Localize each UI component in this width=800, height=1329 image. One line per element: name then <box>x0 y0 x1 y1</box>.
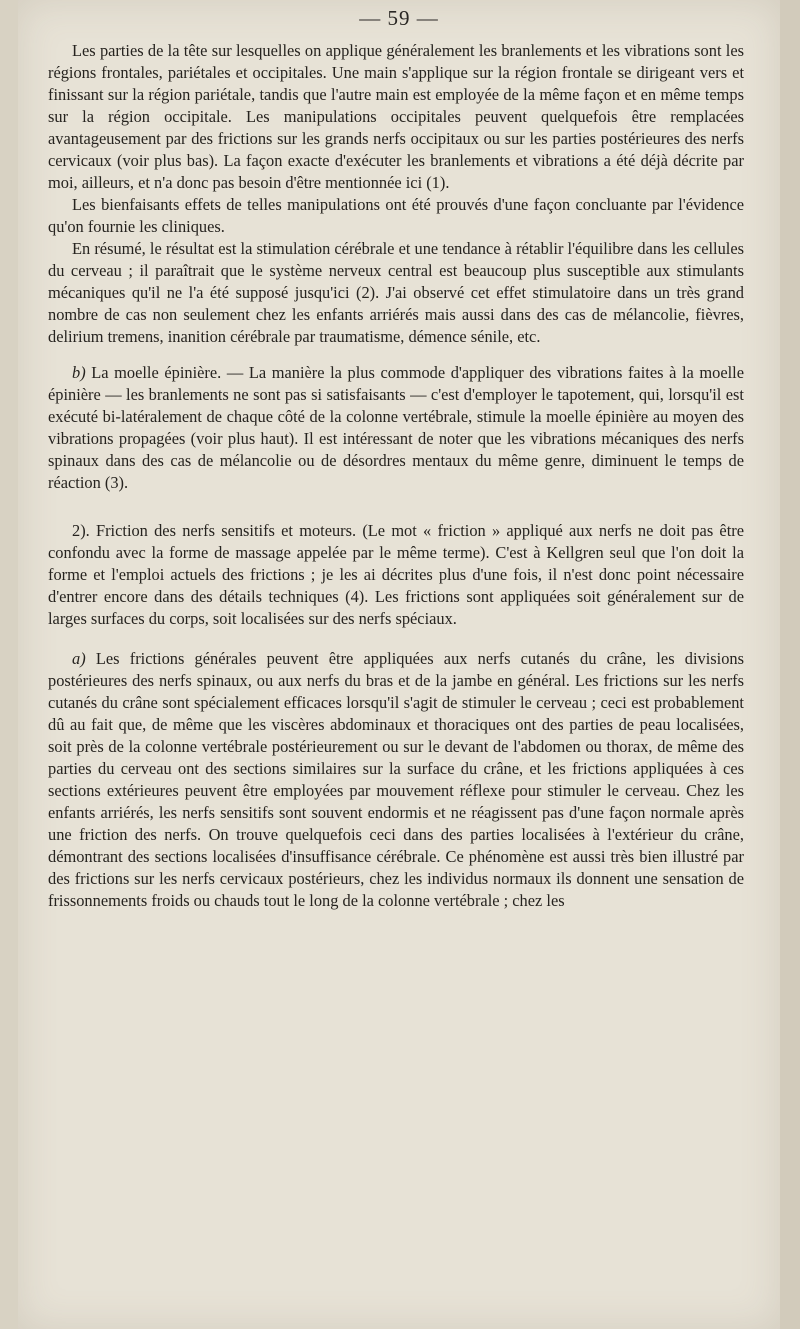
paragraph-general-frictions <box>48 648 744 912</box>
paragraph-friction-nerves: 2). Friction des nerfs sensitifs et moteurs. (Le mot « friction » appliqué aux nerfs ne doit pas être confondu avec la forme de massage appelée par le même terme). C'est à Kellgren seul que l'on doit la forme et l'emploi actuels des frictions ; je les ai décrites plus d'une fois, il n'est donc point nécessaire d'entrer encore dans des détails techniques (4). Les frictions sont appliquées soit généralement sur de larges surfaces du corps, soit localisées sur des nerfs spéciaux. <box>48 521 744 628</box>
page-number: — 59 — <box>359 6 439 30</box>
page-sheet <box>18 0 780 1329</box>
item-label-a: a) <box>72 649 86 668</box>
paragraph-general-frictions-text: Les frictions générales peuvent être appliquées aux nerfs cutanés du crâne, les divisions postérieures des nerfs spinaux, ou aux nerfs du bras et de la jambe en général. Les frictions sur les nerfs cutanés du crâne sont spécialement efficaces lorsqu'il s'agit de stimuler le cerveau ; ceci est probablement dû au fait que, de même que les viscères abdominaux et thoraciques ont des parties de peau localisées, soit près de la colonne vertébrale postérieurement ou sur le devant de l'abdomen ou thorax, de même des parties du cerveau ont des sections similaires sur la surface du crâne, et les frictions appliquées à ces sections extérieures peuvent être employées par mouvement réflexe pour stimuler le cerveau. Chez les enfants arriérés, les nerfs sensitifs sont souvent endormis et ne réagissent pas d'une façon normale après une friction des nerfs. On trouve quelquefois ceci dans des parties localisées à l'extérieur du crâne, démontrant des sections localisées d'insuffisance cérébrale. Ce phénomène est aussi très bien illustré par des frictions sur les nerfs cervicaux postérieurs, chez les individus normaux ils donnent une sensation de frissonnements froids ou chauds tout le long de la colonne vertébrale ; chez les <box>48 649 744 910</box>
paragraph-summary: En résumé, le résultat est la stimulation cérébrale et une tendance à rétablir l'équilibre dans les cellules du cerveau ; il paraîtrait que le système nerveux central est beaucoup plus susceptible aux stimulants mécaniques qu'il ne l'a été supposé jusqu'ici (2). J'ai observé cet effet stimulatoire dans un très grand nombre de cas non seulement chez les enfants arriérés mais aussi dans des cas de mélancolie, fièvres, delirium tremens, inanition cérébrale par traumatisme, démence sénile, etc. <box>48 239 744 346</box>
paragraph-head-regions: Les parties de la tête sur lesquelles on applique généralement les branlements et les vibrations sont les régions frontales, pariétales et occipitales. Une main s'applique sur la région frontale se dirigeant vers et finissant sur la région pariétale, tandis que l'autre main est employée de la même façon et en même temps sur la région occipitale. Les manipulations occipitales peuvent quelquefois être remplacées avantageusement par des frictions sur les grands nerfs occipitaux ou sur les parties postérieures des nerfs cervicaux (voir plus bas). La façon exacte d'exécuter les branlements et vibrations a été déjà décrite par moi, ailleurs, et n'a donc pas besoin d'être mentionnée ici (1). <box>48 41 744 192</box>
paragraph-spinal-cord-text: La moelle épinière. — La manière la plus commode d'appliquer des vibrations faites à la moelle épinière — les branlements ne sont pas si satisfaisants — c'est d'employer le tapotement, qui, lorsqu'il est exécuté bi-latéralement de chaque côté de la colonne vertébrale, stimule la moelle épinière au moyen des vibrations propagées (voir plus haut). Il est intéressant de noter que les vibrations mécaniques des nerfs spinaux dans des cas de mélancolie ou de désordres mentaux du même genre, diminuent le temps de réaction (3). <box>48 363 744 492</box>
page-edge <box>780 0 800 1329</box>
body-text <box>48 40 744 912</box>
paragraph-benefits: Les bienfaisants effets de telles manipulations ont été prouvés d'une façon concluante par l'évidence qu'on fournie les cliniques. <box>48 195 744 236</box>
item-label-b: b) <box>72 363 86 382</box>
paragraph-spinal-cord <box>48 362 744 494</box>
